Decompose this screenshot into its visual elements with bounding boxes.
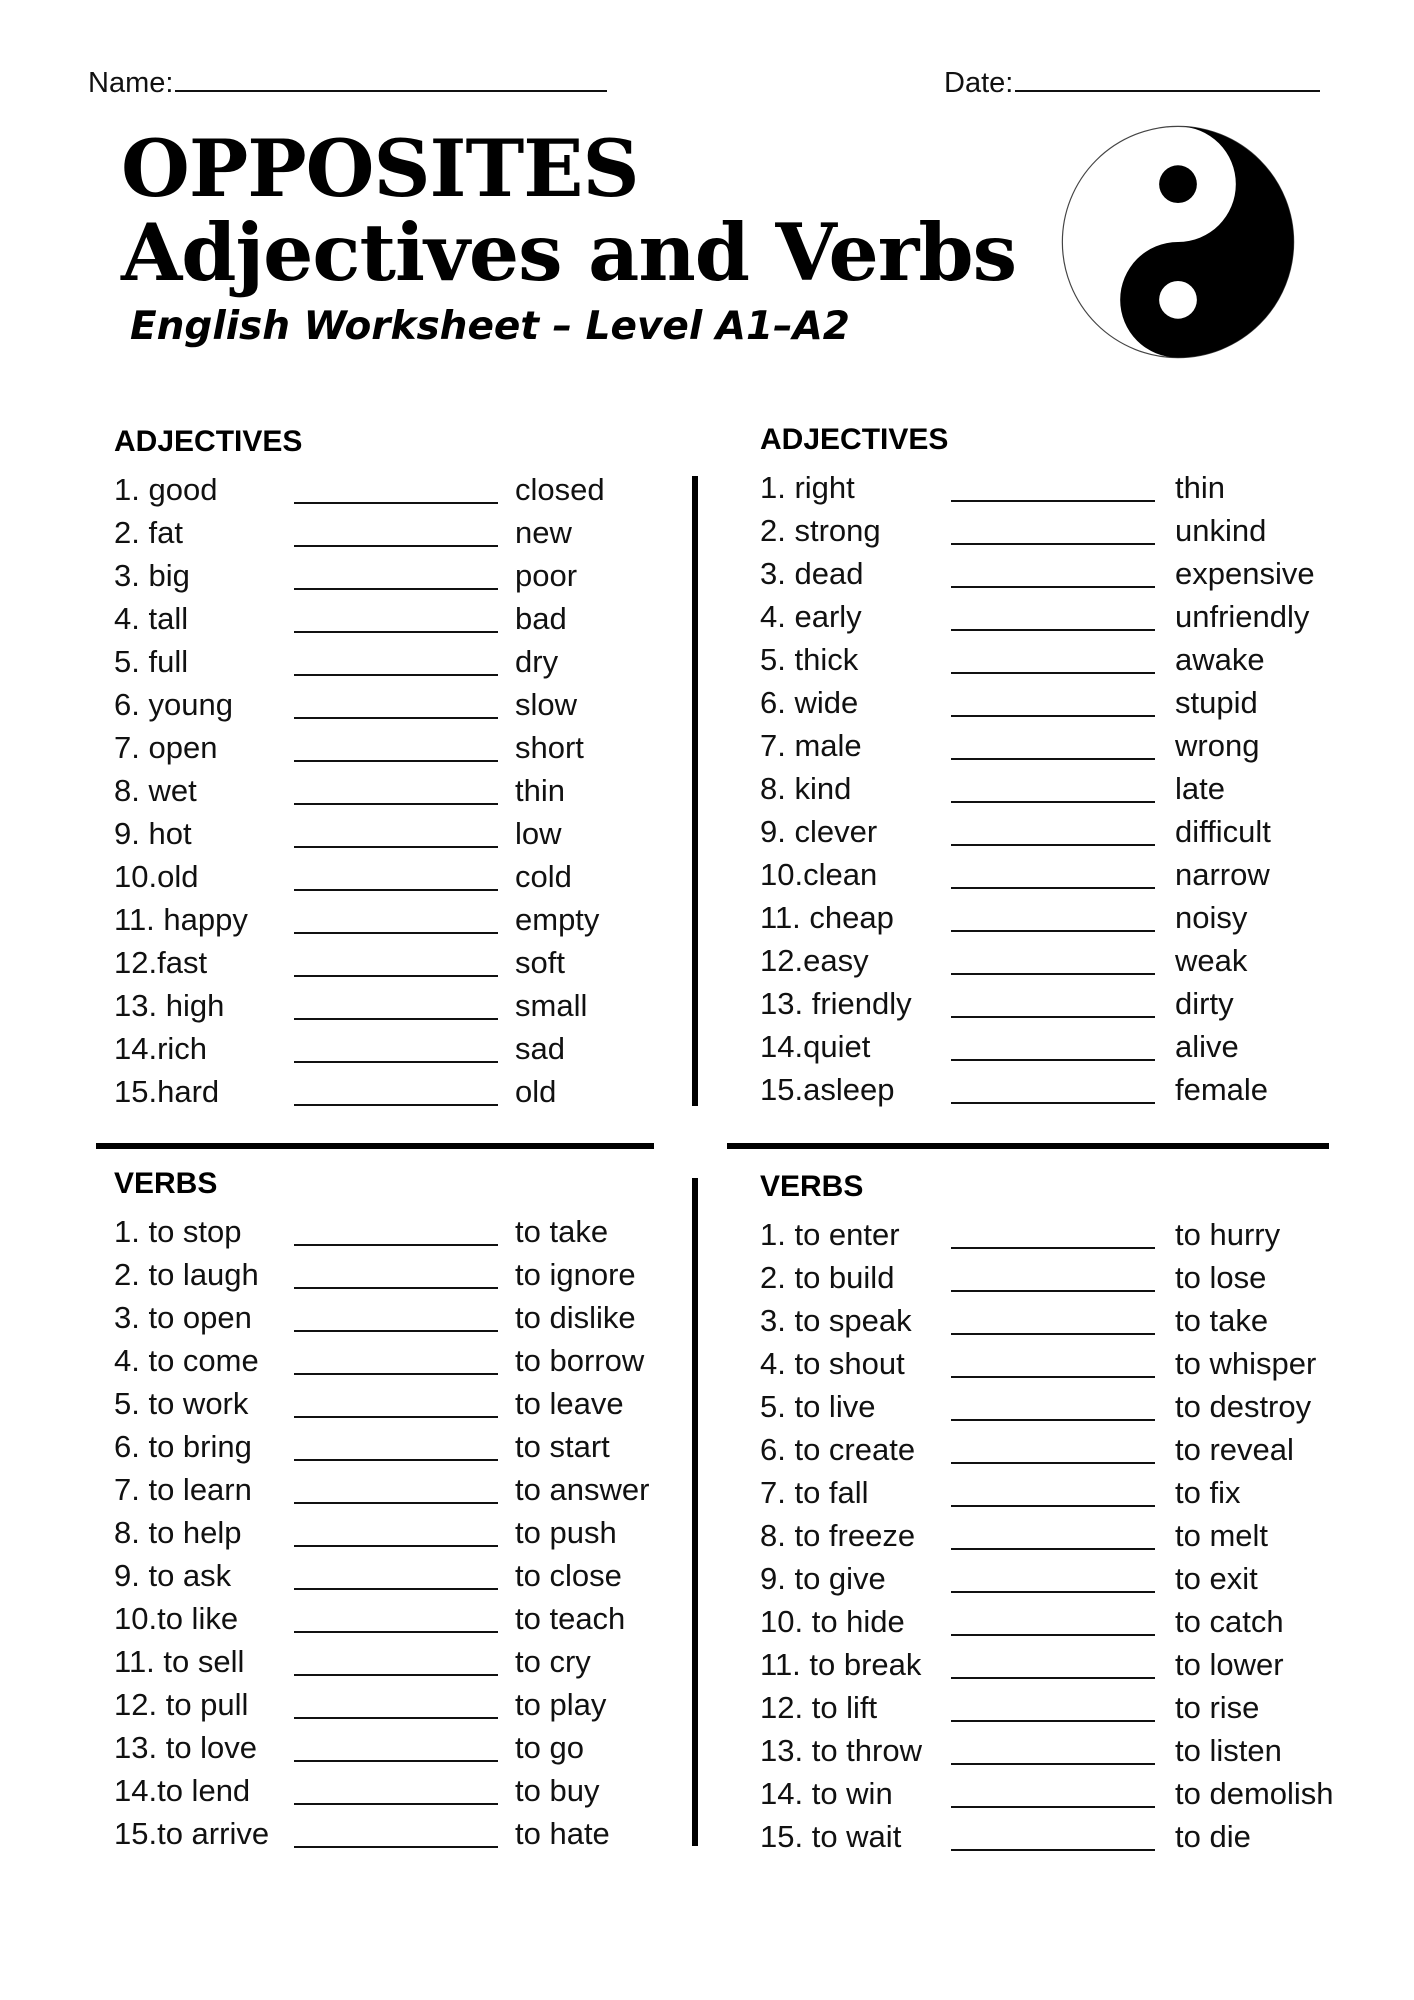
opposite-option: to take bbox=[1175, 1303, 1269, 1338]
answer-blank[interactable] bbox=[294, 717, 498, 719]
exercise-word: 2. fat bbox=[114, 515, 183, 550]
yin-yang-icon bbox=[1060, 124, 1296, 360]
opposite-option: to lower bbox=[1175, 1647, 1284, 1682]
exercise-row bbox=[114, 640, 734, 683]
exercise-row bbox=[114, 1468, 734, 1511]
answer-blank[interactable] bbox=[294, 1674, 498, 1676]
section-heading: ADJECTIVES bbox=[114, 425, 303, 458]
opposite-option: to play bbox=[515, 1687, 607, 1722]
exercise-row bbox=[114, 1726, 734, 1769]
exercise-row bbox=[760, 681, 1380, 724]
answer-blank[interactable] bbox=[294, 1717, 498, 1719]
exercise-word: 12.fast bbox=[114, 945, 208, 980]
exercise-word: 5. to work bbox=[114, 1386, 249, 1421]
exercise-row bbox=[760, 1428, 1380, 1471]
answer-blank[interactable] bbox=[294, 1760, 498, 1762]
answer-blank[interactable] bbox=[294, 932, 498, 934]
answer-blank[interactable] bbox=[951, 1290, 1155, 1292]
opposite-option: small bbox=[515, 988, 588, 1023]
opposite-option: to borrow bbox=[515, 1343, 645, 1378]
opposite-option: to go bbox=[515, 1730, 584, 1765]
exercise-word: 4. tall bbox=[114, 601, 189, 636]
exercise-row bbox=[114, 855, 734, 898]
answer-blank[interactable] bbox=[951, 1102, 1155, 1104]
opposite-option: late bbox=[1175, 771, 1225, 806]
exercise-row bbox=[760, 1342, 1380, 1385]
exercise-row bbox=[114, 898, 734, 941]
exercise-row bbox=[760, 1514, 1380, 1557]
exercise-row bbox=[760, 595, 1380, 638]
answer-blank[interactable] bbox=[951, 801, 1155, 803]
exercise-row bbox=[760, 982, 1380, 1025]
exercise-row bbox=[114, 812, 734, 855]
exercise-word: 12.easy bbox=[760, 943, 869, 978]
exercise-row bbox=[760, 1643, 1380, 1686]
exercise-word: 9. hot bbox=[114, 816, 192, 851]
opposite-option: to teach bbox=[515, 1601, 626, 1636]
exercise-row bbox=[760, 1471, 1380, 1514]
answer-blank[interactable] bbox=[951, 500, 1155, 502]
exercise-row bbox=[114, 1296, 734, 1339]
exercise-row bbox=[114, 941, 734, 984]
exercise-word: 13. friendly bbox=[760, 986, 912, 1021]
answer-blank[interactable] bbox=[294, 1545, 498, 1547]
answer-blank[interactable] bbox=[951, 1849, 1155, 1851]
opposite-option: to ignore bbox=[515, 1257, 636, 1292]
exercise-row bbox=[760, 767, 1380, 810]
exercise-row bbox=[760, 1772, 1380, 1815]
opposite-option: to exit bbox=[1175, 1561, 1258, 1596]
exercise-row bbox=[760, 1729, 1380, 1772]
answer-blank[interactable] bbox=[951, 758, 1155, 760]
answer-blank[interactable] bbox=[294, 1846, 498, 1848]
exercise-word: 10.to like bbox=[114, 1601, 239, 1636]
exercise-row bbox=[114, 1554, 734, 1597]
exercise-word: 8. to help bbox=[114, 1515, 242, 1550]
exercise-row bbox=[114, 1425, 734, 1468]
answer-blank[interactable] bbox=[294, 1018, 498, 1020]
answer-blank[interactable] bbox=[951, 1548, 1155, 1550]
exercise-row bbox=[760, 853, 1380, 896]
exercise-row bbox=[114, 511, 734, 554]
answer-blank[interactable] bbox=[294, 1287, 498, 1289]
exercise-row bbox=[760, 509, 1380, 552]
exercise-row bbox=[760, 638, 1380, 681]
answer-blank[interactable] bbox=[951, 887, 1155, 889]
answer-blank[interactable] bbox=[951, 1247, 1155, 1249]
exercise-word: 4. to shout bbox=[760, 1346, 905, 1381]
exercise-row bbox=[114, 1683, 734, 1726]
date-blank[interactable] bbox=[1015, 64, 1320, 92]
exercise-word: 7. to learn bbox=[114, 1472, 252, 1507]
answer-blank[interactable] bbox=[294, 803, 498, 805]
opposite-option: to demolish bbox=[1175, 1776, 1334, 1811]
exercise-row bbox=[114, 1511, 734, 1554]
exercise-word: 15.to arrive bbox=[114, 1816, 270, 1851]
exercise-word: 8. to freeze bbox=[760, 1518, 916, 1553]
exercise-word: 15.hard bbox=[114, 1074, 220, 1109]
exercise-word: 12. to lift bbox=[760, 1690, 878, 1725]
opposite-option: stupid bbox=[1175, 685, 1258, 720]
name-blank[interactable] bbox=[175, 64, 607, 92]
answer-blank[interactable] bbox=[951, 629, 1155, 631]
exercise-row bbox=[760, 1815, 1380, 1858]
exercise-word: 14.to lend bbox=[114, 1773, 251, 1808]
divider-horizontal-right bbox=[727, 1143, 1329, 1149]
answer-blank[interactable] bbox=[294, 760, 498, 762]
opposite-option: dry bbox=[515, 644, 559, 679]
answer-blank[interactable] bbox=[294, 1416, 498, 1418]
answer-blank[interactable] bbox=[951, 930, 1155, 932]
exercise-word: 13. to love bbox=[114, 1730, 258, 1765]
opposite-option: to answer bbox=[515, 1472, 650, 1507]
exercise-row bbox=[760, 466, 1380, 509]
answer-blank[interactable] bbox=[951, 973, 1155, 975]
exercise-word: 11. to sell bbox=[114, 1644, 245, 1679]
opposite-option: alive bbox=[1175, 1029, 1239, 1064]
opposite-option: wrong bbox=[1175, 728, 1260, 763]
exercise-word: 8. wet bbox=[114, 773, 197, 808]
exercise-word: 7. male bbox=[760, 728, 862, 763]
date-field[interactable] bbox=[944, 64, 1320, 100]
exercise-word: 4. early bbox=[760, 599, 862, 634]
exercise-row bbox=[760, 1600, 1380, 1643]
exercise-word: 10.clean bbox=[760, 857, 878, 892]
opposite-option: poor bbox=[515, 558, 578, 593]
opposite-option: bad bbox=[515, 601, 567, 636]
exercise-row bbox=[114, 597, 734, 640]
answer-blank[interactable] bbox=[951, 1059, 1155, 1061]
exercise-word: 7. open bbox=[114, 730, 218, 765]
opposite-option: empty bbox=[515, 902, 600, 937]
answer-blank[interactable] bbox=[294, 1631, 498, 1633]
exercise-word: 1. good bbox=[114, 472, 218, 507]
opposite-option: to rise bbox=[1175, 1690, 1260, 1725]
exercise-row bbox=[114, 1027, 734, 1070]
answer-blank[interactable] bbox=[951, 543, 1155, 545]
opposite-option: sad bbox=[515, 1031, 565, 1066]
exercise-list bbox=[114, 468, 734, 1113]
exercise-row bbox=[760, 1385, 1380, 1428]
name-label: Name: bbox=[88, 67, 174, 99]
exercise-row bbox=[760, 1025, 1380, 1068]
answer-blank[interactable] bbox=[294, 846, 498, 848]
answer-blank[interactable] bbox=[951, 1634, 1155, 1636]
opposite-option: to hate bbox=[515, 1816, 610, 1851]
answer-blank[interactable] bbox=[951, 1591, 1155, 1593]
opposite-option: cold bbox=[515, 859, 572, 894]
exercise-row bbox=[114, 1769, 734, 1812]
exercise-list bbox=[760, 1213, 1380, 1858]
exercise-list bbox=[760, 466, 1380, 1111]
exercise-row bbox=[114, 769, 734, 812]
exercise-word: 5. to live bbox=[760, 1389, 876, 1424]
exercise-word: 15.asleep bbox=[760, 1072, 895, 1107]
divider-horizontal-left bbox=[96, 1143, 654, 1149]
opposite-option: to take bbox=[515, 1214, 609, 1249]
answer-blank[interactable] bbox=[294, 1330, 498, 1332]
exercise-word: 14. to win bbox=[760, 1776, 893, 1811]
opposite-option: weak bbox=[1175, 943, 1248, 978]
exercise-word: 2. to laugh bbox=[114, 1257, 259, 1292]
exercise-row bbox=[114, 1339, 734, 1382]
answer-blank[interactable] bbox=[951, 715, 1155, 717]
section-heading: VERBS bbox=[760, 1170, 864, 1203]
opposite-option: to die bbox=[1175, 1819, 1251, 1854]
answer-blank[interactable] bbox=[951, 1806, 1155, 1808]
opposite-option: thin bbox=[515, 773, 565, 808]
opposite-option: to dislike bbox=[515, 1300, 636, 1335]
answer-blank[interactable] bbox=[951, 1677, 1155, 1679]
worksheet-title bbox=[121, 122, 1017, 299]
exercise-word: 11. happy bbox=[114, 902, 248, 937]
exercise-word: 15. to wait bbox=[760, 1819, 902, 1854]
answer-blank[interactable] bbox=[294, 1588, 498, 1590]
exercise-word: 2. strong bbox=[760, 513, 881, 548]
opposite-option: to fix bbox=[1175, 1475, 1241, 1510]
opposite-option: to push bbox=[515, 1515, 617, 1550]
opposite-option: to leave bbox=[515, 1386, 624, 1421]
exercise-row bbox=[760, 1299, 1380, 1342]
answer-blank[interactable] bbox=[294, 1244, 498, 1246]
exercise-word: 11. to break bbox=[760, 1647, 922, 1682]
opposite-option: unkind bbox=[1175, 513, 1267, 548]
exercise-word: 9. to give bbox=[760, 1561, 886, 1596]
exercise-word: 2. to build bbox=[760, 1260, 895, 1295]
answer-blank[interactable] bbox=[294, 674, 498, 676]
exercise-word: 13. high bbox=[114, 988, 225, 1023]
exercise-word: 6. to bring bbox=[114, 1429, 252, 1464]
answer-blank[interactable] bbox=[294, 1061, 498, 1063]
answer-blank[interactable] bbox=[294, 502, 498, 504]
exercise-word: 5. full bbox=[114, 644, 189, 679]
opposite-option: noisy bbox=[1175, 900, 1248, 935]
opposite-option: unfriendly bbox=[1175, 599, 1310, 634]
answer-blank[interactable] bbox=[294, 545, 498, 547]
exercise-row bbox=[760, 724, 1380, 767]
exercise-word: 4. to come bbox=[114, 1343, 259, 1378]
answer-blank[interactable] bbox=[951, 586, 1155, 588]
exercise-word: 7. to fall bbox=[760, 1475, 869, 1510]
exercise-word: 5. thick bbox=[760, 642, 859, 677]
exercise-row bbox=[114, 984, 734, 1027]
opposite-option: female bbox=[1175, 1072, 1269, 1107]
answer-blank[interactable] bbox=[294, 631, 498, 633]
opposite-option: old bbox=[515, 1074, 557, 1109]
exercise-row bbox=[760, 1686, 1380, 1729]
exercise-row bbox=[760, 1213, 1380, 1256]
exercise-word: 1. to enter bbox=[760, 1217, 900, 1252]
answer-blank[interactable] bbox=[294, 1459, 498, 1461]
exercise-word: 14.quiet bbox=[760, 1029, 871, 1064]
answer-blank[interactable] bbox=[951, 1720, 1155, 1722]
answer-blank[interactable] bbox=[294, 1803, 498, 1805]
opposite-option: to catch bbox=[1175, 1604, 1284, 1639]
exercise-row bbox=[760, 810, 1380, 853]
exercise-row bbox=[114, 468, 734, 511]
exercise-row bbox=[114, 1070, 734, 1113]
exercise-row bbox=[114, 1382, 734, 1425]
section-heading: ADJECTIVES bbox=[760, 423, 949, 456]
opposite-option: to hurry bbox=[1175, 1217, 1281, 1252]
opposite-option: expensive bbox=[1175, 556, 1315, 591]
opposite-option: to lose bbox=[1175, 1260, 1267, 1295]
answer-blank[interactable] bbox=[294, 588, 498, 590]
opposite-option: thin bbox=[1175, 470, 1225, 505]
exercise-word: 1. to stop bbox=[114, 1214, 242, 1249]
exercise-word: 13. to throw bbox=[760, 1733, 922, 1768]
answer-blank[interactable] bbox=[951, 1333, 1155, 1335]
exercise-word: 6. to create bbox=[760, 1432, 916, 1467]
opposite-option: difficult bbox=[1175, 814, 1271, 849]
answer-blank[interactable] bbox=[294, 1502, 498, 1504]
answer-blank[interactable] bbox=[294, 975, 498, 977]
opposite-option: dirty bbox=[1175, 986, 1234, 1021]
exercise-row bbox=[760, 1557, 1380, 1600]
exercise-row bbox=[114, 1597, 734, 1640]
exercise-word: 1. right bbox=[760, 470, 855, 505]
opposite-option: new bbox=[515, 515, 572, 550]
answer-blank[interactable] bbox=[294, 1104, 498, 1106]
exercise-row bbox=[114, 1812, 734, 1855]
opposite-option: to buy bbox=[515, 1773, 600, 1808]
answer-blank[interactable] bbox=[294, 889, 498, 891]
answer-blank[interactable] bbox=[951, 1462, 1155, 1464]
exercise-row bbox=[114, 1253, 734, 1296]
answer-blank[interactable] bbox=[951, 1016, 1155, 1018]
opposite-option: to close bbox=[515, 1558, 622, 1593]
opposite-option: to melt bbox=[1175, 1518, 1269, 1553]
exercise-word: 3. dead bbox=[760, 556, 864, 591]
exercise-row bbox=[760, 896, 1380, 939]
opposite-option: awake bbox=[1175, 642, 1265, 677]
name-field[interactable] bbox=[88, 64, 607, 100]
exercise-word: 9. to ask bbox=[114, 1558, 232, 1593]
answer-blank[interactable] bbox=[951, 1376, 1155, 1378]
exercise-row bbox=[114, 1640, 734, 1683]
exercise-row bbox=[114, 554, 734, 597]
opposite-option: soft bbox=[515, 945, 565, 980]
exercise-word: 10. to hide bbox=[760, 1604, 905, 1639]
answer-blank[interactable] bbox=[951, 844, 1155, 846]
exercise-word: 8. kind bbox=[760, 771, 852, 806]
date-label: Date: bbox=[944, 67, 1014, 99]
exercise-word: 12. to pull bbox=[114, 1687, 249, 1722]
opposite-option: to cry bbox=[515, 1644, 591, 1679]
answer-blank[interactable] bbox=[951, 672, 1155, 674]
opposite-option: low bbox=[515, 816, 562, 851]
opposite-option: slow bbox=[515, 687, 578, 722]
worksheet-subtitle: English Worksheet – Level A1–A2 bbox=[130, 304, 850, 349]
answer-blank[interactable] bbox=[294, 1373, 498, 1375]
opposite-option: to destroy bbox=[1175, 1389, 1312, 1424]
section-heading: VERBS bbox=[114, 1167, 218, 1200]
exercise-word: 9. clever bbox=[760, 814, 878, 849]
exercise-row bbox=[114, 726, 734, 769]
opposite-option: to start bbox=[515, 1429, 610, 1464]
exercise-word: 14.rich bbox=[114, 1031, 208, 1066]
answer-blank[interactable] bbox=[951, 1505, 1155, 1507]
exercise-word: 6. wide bbox=[760, 685, 859, 720]
opposite-option: to listen bbox=[1175, 1733, 1282, 1768]
answer-blank[interactable] bbox=[951, 1419, 1155, 1421]
exercise-word: 3. to open bbox=[114, 1300, 252, 1335]
exercise-row bbox=[114, 1210, 734, 1253]
opposite-option: short bbox=[515, 730, 584, 765]
exercise-word: 10.old bbox=[114, 859, 199, 894]
opposite-option: to reveal bbox=[1175, 1432, 1294, 1467]
opposite-option: closed bbox=[515, 472, 605, 507]
exercise-word: 11. cheap bbox=[760, 900, 894, 935]
exercise-list bbox=[114, 1210, 734, 1855]
exercise-row bbox=[760, 939, 1380, 982]
exercise-word: 3. to speak bbox=[760, 1303, 912, 1338]
answer-blank[interactable] bbox=[951, 1763, 1155, 1765]
exercise-word: 3. big bbox=[114, 558, 190, 593]
exercise-word: 6. young bbox=[114, 687, 233, 722]
opposite-option: to whisper bbox=[1175, 1346, 1317, 1381]
title-line-1: OPPOSITES bbox=[121, 122, 639, 215]
exercise-row bbox=[760, 1256, 1380, 1299]
exercise-row bbox=[114, 683, 734, 726]
exercise-row bbox=[760, 552, 1380, 595]
exercise-row bbox=[760, 1068, 1380, 1111]
title-line-2: Adjectives and Verbs bbox=[121, 206, 1017, 299]
opposite-option: narrow bbox=[1175, 857, 1270, 892]
